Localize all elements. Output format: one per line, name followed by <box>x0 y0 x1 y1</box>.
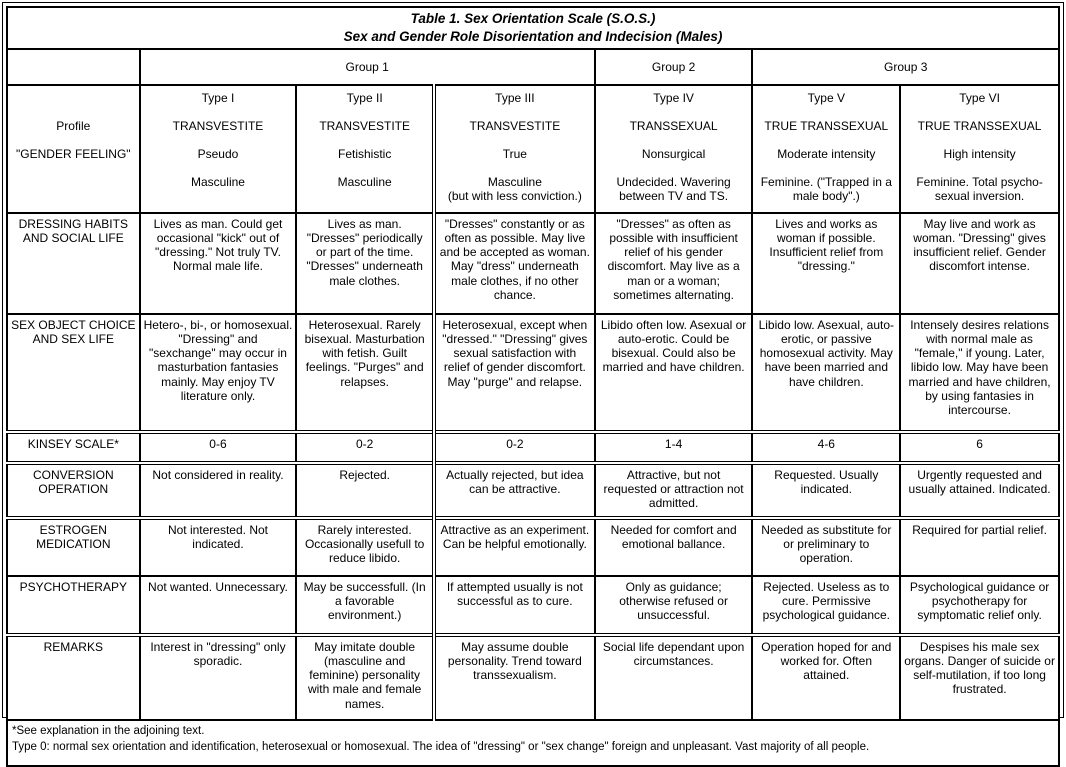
estrogen-type2-cell: Rarely interested. Occasionally usefull to reduce libido. <box>296 518 434 576</box>
dressing-type4-cell: "Dresses" as often as possible with insufficient relief of his gender discomfort. May live as a man or a woman; sometimes alternating. <box>595 213 753 314</box>
psycho-type5-cell: Rejected. Useless as to cure. Permissive psychological guidance. <box>752 576 900 635</box>
kinsey-type4-cell: 1-4 <box>595 432 753 463</box>
profile-type6-cell <box>900 85 1059 213</box>
title-line-1: Table 1. Sex Orientation Scale (S.O.S.) <box>410 11 656 27</box>
psychotherapy-row <box>7 576 1059 635</box>
type-4-name: TRANSSEXUAL <box>629 119 718 133</box>
conversion-operation-row <box>7 463 1059 518</box>
kinsey-type1-cell: 0-6 <box>140 432 297 463</box>
type-5-feeling: Feminine. ("Trapped in a male body".) <box>760 175 892 204</box>
psycho-type4-cell: Only as guidance; otherwise refused or unsuccessful. <box>595 576 753 635</box>
profile-row-label <box>7 85 140 213</box>
type-1-variant: Pseudo <box>197 147 239 161</box>
profile-type5-cell <box>752 85 900 213</box>
type-6-feeling: Feminine. Total psycho-sexual inversion. <box>916 175 1043 204</box>
group-1-header: Group 1 <box>140 49 595 85</box>
dressing-type5-cell: Lives and works as woman if possible. Insufficient relief from "dressing." <box>752 213 900 314</box>
footnote-row <box>7 720 1059 766</box>
remarks-type1-cell: Interest in "dressing" only sporadic. <box>140 635 297 720</box>
title-row <box>7 7 1059 49</box>
title-line-2: Sex and Gender Role Disorientation and Indecision (Males) <box>343 29 723 44</box>
dressing-type3-cell: "Dresses" constantly or as often as possible. May live and be accepted as woman. May "dress" underneath male clothes, if no other chance. <box>434 213 595 314</box>
type-5-heading: Type V <box>807 91 845 105</box>
type-3-heading: Type III <box>495 91 535 105</box>
type-1-feeling: Masculine <box>190 175 245 189</box>
dressing-habits-row <box>7 213 1059 314</box>
dressing-type2-cell: Lives as man. "Dresses" periodically or part of the time. "Dresses" underneath male clothes. <box>296 213 434 314</box>
conversion-row-label: CONVERSION OPERATION <box>7 463 140 518</box>
dressing-type1-cell: Lives as man. Could get occasional "kick" out of "dressing." Not truly TV. Normal male life. <box>140 213 297 314</box>
kinsey-type2-cell: 0-2 <box>296 432 434 463</box>
conversion-type2-cell: Rejected. <box>296 463 434 518</box>
type-6-variant: High intensity <box>943 147 1016 161</box>
psycho-type2-cell: May be successfull. (In a favorable environment.) <box>296 576 434 635</box>
type-3-variant: True <box>502 147 527 161</box>
sexobj-type2-cell: Heterosexual. Rarely bisexual. Masturbation with fetish. Guilt feelings. "Purges" and relapses. <box>296 314 434 432</box>
type-4-feeling: Undecided. Wavering between TV and TS. <box>616 175 731 204</box>
conversion-type3-cell: Actually rejected, but idea can be attractive. <box>434 463 595 518</box>
conversion-type6-cell: Urgently requested and usually attained. Indicated. <box>900 463 1059 518</box>
sex-orientation-scale-table <box>6 6 1060 767</box>
psychotherapy-row-label: PSYCHOTHERAPY <box>7 576 140 635</box>
type-1-name: TRANSVESTITE <box>172 119 264 133</box>
type-6-name: TRUE TRANSSEXUAL <box>917 119 1042 133</box>
type-5-name: TRUE TRANSSEXUAL <box>764 119 889 133</box>
estrogen-type6-cell: Required for partial relief. <box>900 518 1059 576</box>
type-2-variant: Fetishistic <box>337 147 392 161</box>
estrogen-type5-cell: Needed as substitute for or preliminary to operation. <box>752 518 900 576</box>
group-header-spacer <box>7 49 140 85</box>
remarks-type4-cell: Social life dependant upon circumstances. <box>595 635 753 720</box>
gender-feeling-label: "GENDER FEELING" <box>16 147 131 161</box>
remarks-type2-cell: May imitate double (masculine and feminine) personality with male and female names. <box>296 635 434 720</box>
kinsey-scale-row-label: KINSEY SCALE* <box>7 432 140 463</box>
group-2-header: Group 2 <box>595 49 753 85</box>
conversion-type1-cell: Not considered in reality. <box>140 463 297 518</box>
sex-object-row <box>7 314 1059 432</box>
footnotes <box>7 720 1059 766</box>
conversion-type5-cell: Requested. Usually indicated. <box>752 463 900 518</box>
group-3-header: Group 3 <box>752 49 1059 85</box>
type-2-feeling: Masculine <box>337 175 392 189</box>
sex-object-row-label: SEX OBJECT CHOICE AND SEX LIFE <box>7 314 140 432</box>
type-5-variant: Moderate intensity <box>777 147 876 161</box>
kinsey-type5-cell: 4-6 <box>752 432 900 463</box>
remarks-row <box>7 635 1059 720</box>
footnote-line-2: Type 0: normal sex orientation and identification, heterosexual or homosexual. The idea of "dressing" or "sex change" foreign and unpleasant. Vast majority of all people. <box>12 740 870 753</box>
psycho-type6-cell: Psychological guidance or psychotherapy for symptomatic relief only. <box>900 576 1059 635</box>
estrogen-type3-cell: Attractive as an experiment. Can be helpful emotionally. <box>434 518 595 576</box>
dressing-type6-cell: May live and work as woman. "Dressing" gives insufficient relief. Gender discomfort intense. <box>900 213 1059 314</box>
footnote-line-1: *See explanation in the adjoining text. <box>12 725 205 737</box>
sexobj-type4-cell: Libido often low. Asexual or auto-erotic. Could be bisexual. Could also be married and have children. <box>595 314 753 432</box>
group-header-row <box>7 49 1059 85</box>
kinsey-scale-row <box>7 432 1059 463</box>
remarks-type6-cell: Despises his male sex organs. Danger of suicide or self-mutilation, if too long frustrated. <box>900 635 1059 720</box>
table-title <box>7 7 1059 49</box>
type-2-heading: Type II <box>346 91 383 105</box>
estrogen-type1-cell: Not interested. Not indicated. <box>140 518 297 576</box>
conversion-type4-cell: Attractive, but not requested or attraction not admitted. <box>595 463 753 518</box>
sexobj-type3-cell: Heterosexual, except when "dressed." "Dressing" gives sexual satisfaction with relief of gender discomfort. May "purge" and relapse. <box>434 314 595 432</box>
estrogen-row-label: ESTROGEN MEDICATION <box>7 518 140 576</box>
type-4-heading: Type IV <box>653 91 694 105</box>
remarks-type5-cell: Operation hoped for and worked for. Often attained. <box>752 635 900 720</box>
table-outer-border <box>2 2 1064 753</box>
type-2-name: TRANSVESTITE <box>319 119 410 133</box>
profile-label: Profile <box>56 119 91 133</box>
type-6-heading: Type VI <box>959 91 1000 105</box>
kinsey-type3-cell: 0-2 <box>434 432 595 463</box>
estrogen-medication-row <box>7 518 1059 576</box>
sexobj-type1-cell: Hetero-, bi-, or homosexual. "Dressing" and "sexchange" may occur in masturbation fantasies mainly. May enjoy TV literature only. <box>140 314 297 432</box>
psycho-type3-cell: If attempted usually is not successful as to cure. <box>434 576 595 635</box>
type-1-heading: Type I <box>201 91 235 105</box>
remarks-row-label: REMARKS <box>7 635 140 720</box>
remarks-type3-cell: May assume double personality. Trend toward transsexualism. <box>434 635 595 720</box>
profile-row <box>7 85 1059 213</box>
type-4-variant: Nonsurgical <box>641 147 706 161</box>
profile-type1-cell <box>140 85 297 213</box>
profile-type3-cell <box>434 85 595 213</box>
profile-type4-cell <box>595 85 753 213</box>
type-3-name: TRANSVESTITE <box>469 119 561 133</box>
dressing-habits-row-label: DRESSING HABITS AND SOCIAL LIFE <box>7 213 140 314</box>
psycho-type1-cell: Not wanted. Unnecessary. <box>140 576 297 635</box>
kinsey-type6-cell: 6 <box>900 432 1059 463</box>
type-3-feeling: Masculine (but with less conviction.) <box>447 175 582 204</box>
sexobj-type6-cell: Intensely desires relations with normal male as "female," if young. Later, libido low. May have been married and have children, by using fantasies in intercourse. <box>900 314 1059 432</box>
estrogen-type4-cell: Needed for comfort and emotional ballance. <box>595 518 753 576</box>
profile-type2-cell <box>296 85 434 213</box>
sexobj-type5-cell: Libido low. Asexual, auto-erotic, or passive homosexual activity. May have been married and have children. <box>752 314 900 432</box>
